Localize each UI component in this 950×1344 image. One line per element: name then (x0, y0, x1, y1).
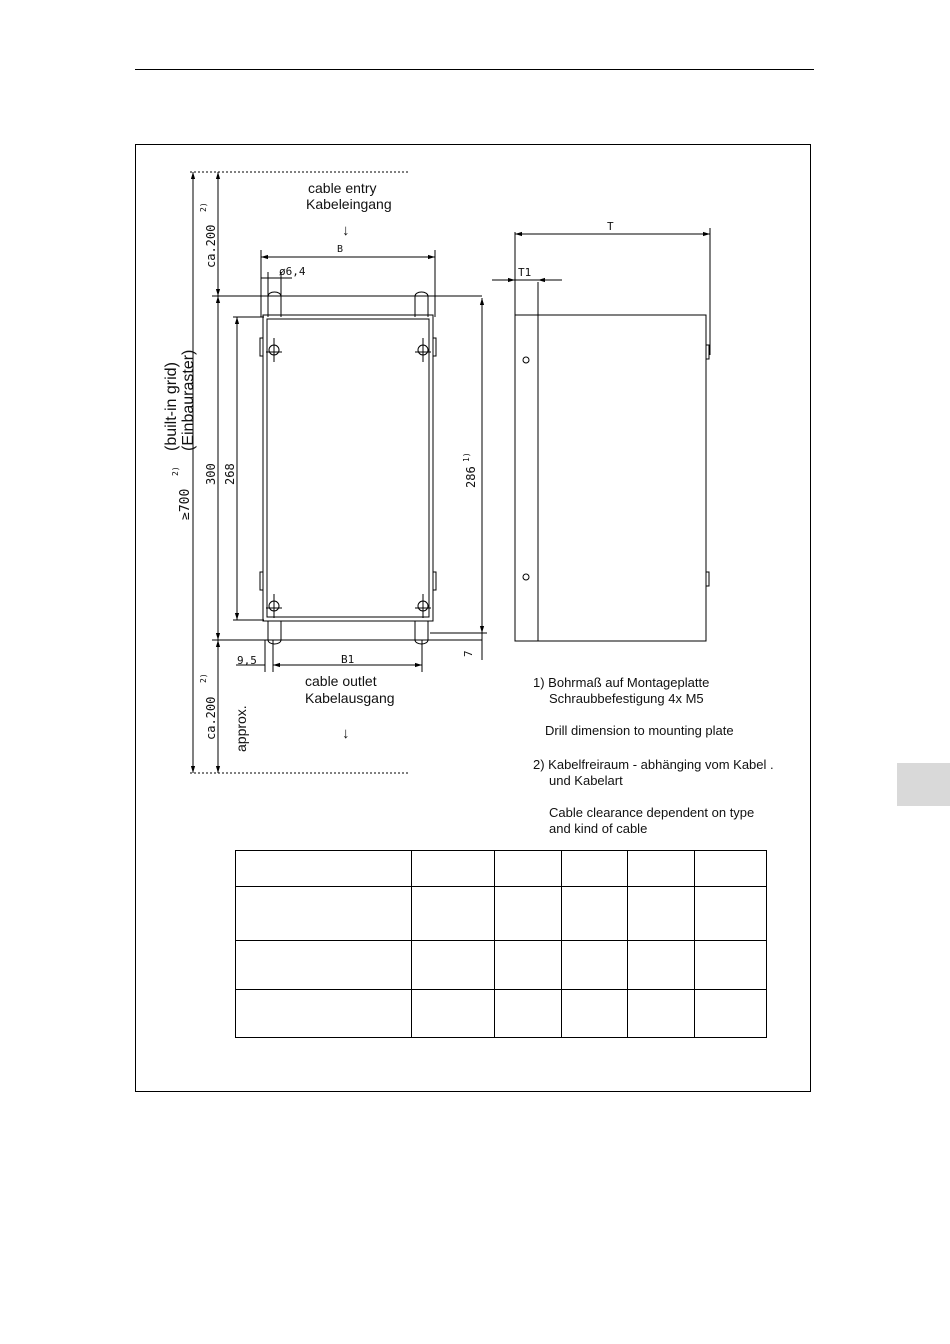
cable-outlet-de: Kabelausgang (305, 690, 395, 706)
label-268: 268 (223, 463, 237, 485)
table-cell (695, 887, 767, 941)
label-T1: T1 (518, 266, 532, 279)
table-cell (695, 941, 767, 990)
front-view-housing (263, 315, 433, 621)
table-cell (494, 851, 562, 887)
note2-english-line2: and kind of cable (549, 821, 648, 836)
entry-arrow-icon: ↓ (342, 222, 350, 239)
table-cell (695, 990, 767, 1038)
label-T: T (607, 220, 614, 233)
outlet-arrow-icon: ↓ (342, 725, 350, 742)
label-grid-en: (built-in grid) (163, 362, 180, 451)
cable-entry-en: cable entry (308, 180, 377, 196)
table-cell (236, 851, 412, 887)
label-286: 286 (464, 466, 478, 488)
table-row (236, 990, 767, 1038)
bolt-bottom-left (266, 594, 282, 618)
table-cell (628, 851, 695, 887)
label-B1: B1 (341, 653, 355, 666)
table-cell (236, 887, 412, 941)
label-approx: approx. (233, 705, 249, 752)
table-cell (628, 941, 695, 990)
note1-line2: Schraubbefestigung 4x M5 (549, 691, 704, 706)
label-700-sup: 2) (171, 466, 180, 476)
table-cell (562, 990, 628, 1038)
side-view-housing (515, 315, 706, 641)
table-cell (494, 941, 562, 990)
label-7: 7 (462, 650, 475, 657)
label-ca200-bottom-sup: 2) (199, 673, 208, 683)
table-row (236, 851, 767, 887)
note1-line1: 1) Bohrmaß auf Montageplatte (533, 675, 710, 690)
table-cell (236, 990, 412, 1038)
table-cell (411, 990, 494, 1038)
label-300: 300 (204, 463, 218, 485)
table-cell (411, 851, 494, 887)
table-cell (562, 851, 628, 887)
note1-english: Drill dimension to mounting plate (545, 723, 734, 738)
table-cell (411, 887, 494, 941)
table-cell (236, 941, 412, 990)
table-cell (628, 990, 695, 1038)
table-cell (494, 990, 562, 1038)
note2-line1: 2) Kabelfreiraum - abhänging vom Kabel . (533, 757, 774, 772)
cable-entry-de: Kabeleingang (306, 196, 392, 212)
label-hole: ø6,4 (279, 265, 306, 278)
bolt-top-left (266, 338, 282, 362)
label-ca200-top: ca.200 (204, 224, 218, 268)
label-ca200-bottom: ca.200 (204, 696, 218, 740)
label-grid-de: (Einbauraster) (180, 349, 197, 451)
label-B: B (337, 244, 344, 255)
table-cell (562, 941, 628, 990)
table-cell (628, 887, 695, 941)
table-cell (494, 887, 562, 941)
dimensions-table (235, 850, 767, 1038)
table-row (236, 941, 767, 990)
cable-outlet-en: cable outlet (305, 673, 377, 689)
table-cell (562, 887, 628, 941)
table-cell (695, 851, 767, 887)
note2-english-line1: Cable clearance dependent on type (549, 805, 755, 820)
label-286-sup: 1) (462, 452, 471, 462)
table-cell (411, 941, 494, 990)
label-700: ≥700 (178, 488, 193, 520)
label-9-5: 9,5 (237, 654, 257, 667)
note2-line2: und Kabelart (549, 773, 623, 788)
table-row (236, 887, 767, 941)
label-ca200-top-sup: 2) (199, 202, 208, 212)
